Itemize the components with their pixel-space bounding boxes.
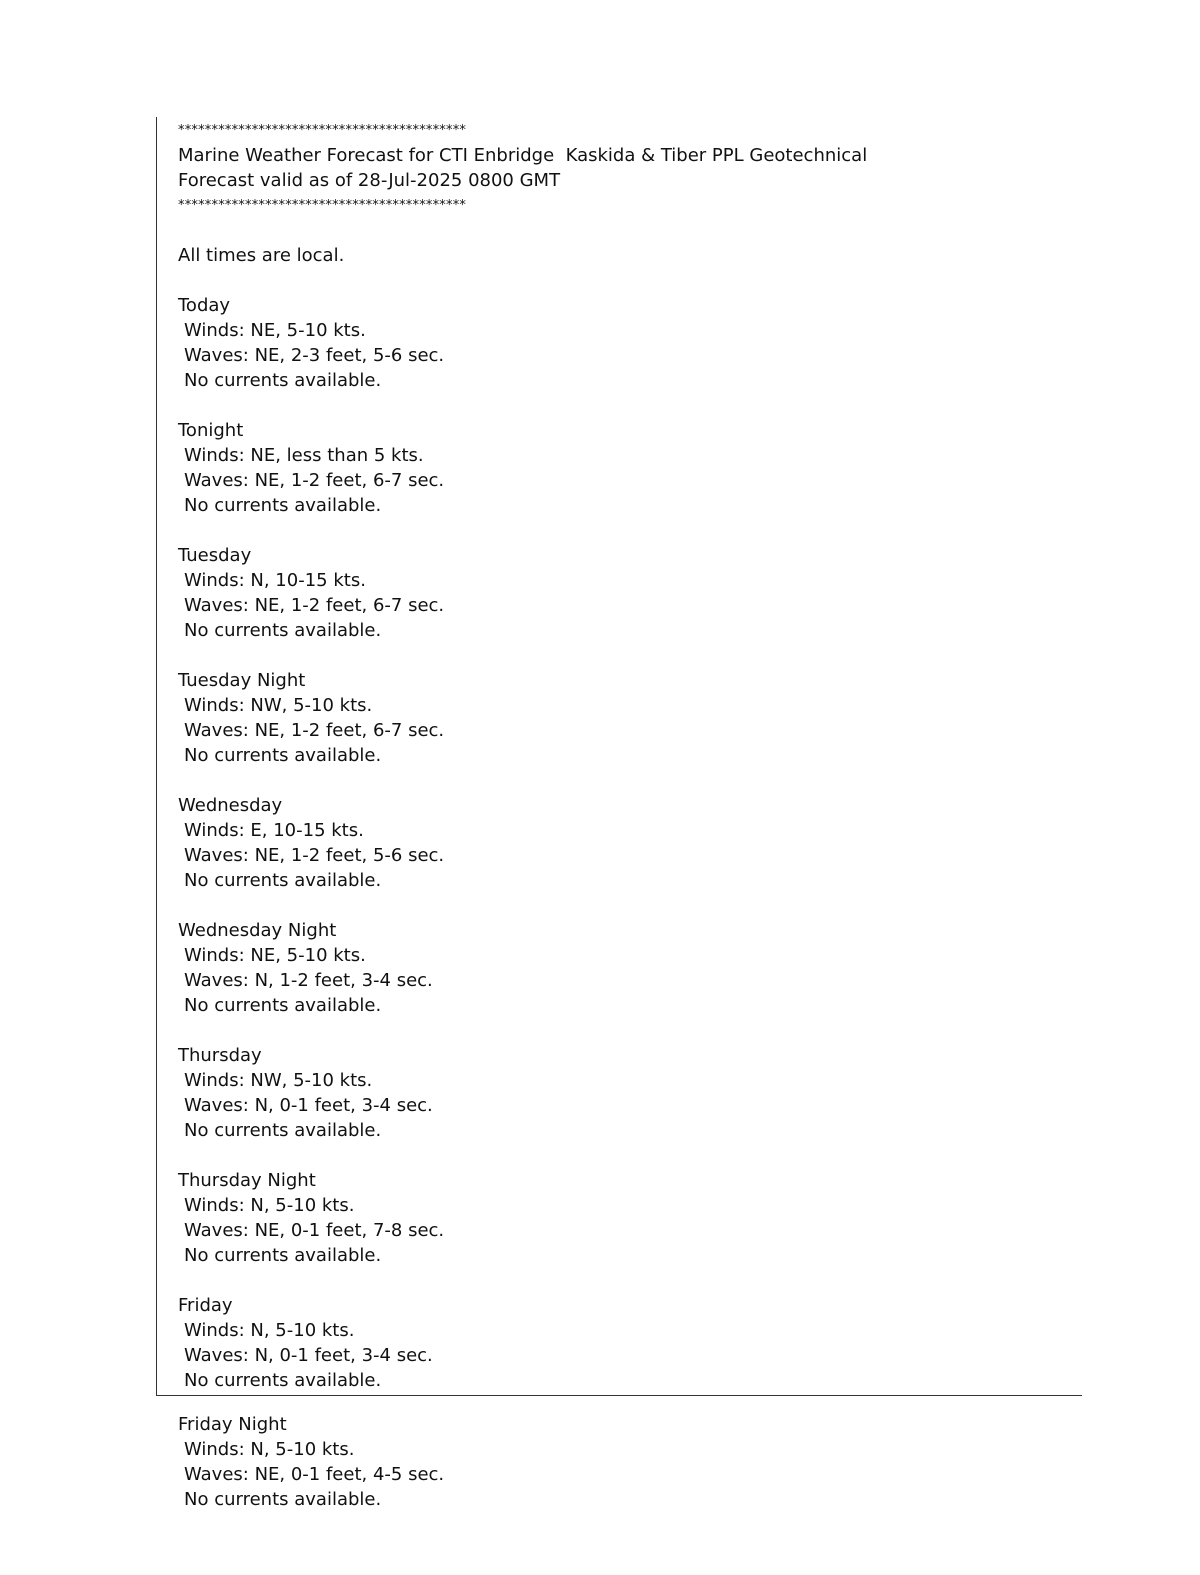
times-note: All times are local. <box>178 245 345 266</box>
forecast-period <box>178 293 1138 418</box>
period-winds: Winds: N, 10-15 kts. <box>184 570 366 591</box>
forecast-body-continued <box>178 1412 1138 1512</box>
period-currents: No currents available. <box>184 1245 382 1266</box>
period-name: Tonight <box>178 420 244 441</box>
period-currents: No currents available. <box>184 620 382 641</box>
period-currents: No currents available. <box>184 745 382 766</box>
period-currents: No currents available. <box>184 870 382 891</box>
forecast-period <box>178 1168 1138 1293</box>
forecast-period <box>178 1043 1138 1168</box>
period-name: Wednesday <box>178 795 283 816</box>
forecast-valid-time: Forecast valid as of 28-Jul-2025 0800 GMT <box>178 170 561 191</box>
period-name: Thursday Night <box>178 1170 316 1191</box>
forecast-body <box>178 118 1138 1393</box>
forecast-period <box>178 668 1138 793</box>
period-waves: Waves: NE, 0-1 feet, 4-5 sec. <box>184 1464 445 1485</box>
period-name: Tuesday Night <box>178 670 306 691</box>
period-waves: Waves: N, 1-2 feet, 3-4 sec. <box>184 970 433 991</box>
period-currents: No currents available. <box>184 1489 382 1510</box>
period-name: Friday Night <box>178 1414 287 1435</box>
period-name: Friday <box>178 1295 233 1316</box>
period-waves: Waves: N, 0-1 feet, 3-4 sec. <box>184 1095 433 1116</box>
period-waves: Waves: NE, 1-2 feet, 6-7 sec. <box>184 470 445 491</box>
forecast-period <box>178 1412 1138 1512</box>
period-waves: Waves: NE, 1-2 feet, 6-7 sec. <box>184 720 445 741</box>
bottom-border-rule <box>156 1395 1082 1396</box>
period-name: Tuesday <box>178 545 252 566</box>
period-name: Today <box>178 295 231 316</box>
period-winds: Winds: NE, 5-10 kts. <box>184 320 366 341</box>
period-currents: No currents available. <box>184 495 382 516</box>
period-currents: No currents available. <box>184 1120 382 1141</box>
left-border-rule <box>156 117 157 1396</box>
period-winds: Winds: N, 5-10 kts. <box>184 1439 355 1460</box>
forecast-period <box>178 918 1138 1043</box>
forecast-period <box>178 418 1138 543</box>
period-currents: No currents available. <box>184 370 382 391</box>
period-winds: Winds: N, 5-10 kts. <box>184 1195 355 1216</box>
forecast-period <box>178 1293 1138 1393</box>
period-winds: Winds: NE, 5-10 kts. <box>184 945 366 966</box>
period-currents: No currents available. <box>184 995 382 1016</box>
period-waves: Waves: N, 0-1 feet, 3-4 sec. <box>184 1345 433 1366</box>
period-winds: Winds: NW, 5-10 kts. <box>184 1070 373 1091</box>
period-winds: Winds: N, 5-10 kts. <box>184 1320 355 1341</box>
period-waves: Waves: NE, 1-2 feet, 5-6 sec. <box>184 845 445 866</box>
header-stars-bottom: ******************************************* <box>178 198 467 213</box>
header-stars-top: ******************************************* <box>178 123 467 138</box>
period-winds: Winds: NW, 5-10 kts. <box>184 695 373 716</box>
period-waves: Waves: NE, 0-1 feet, 7-8 sec. <box>184 1220 445 1241</box>
period-name: Wednesday Night <box>178 920 337 941</box>
period-winds: Winds: E, 10-15 kts. <box>184 820 364 841</box>
forecast-title: Marine Weather Forecast for CTI Enbridge Kaskida & Tiber PPL Geotechnical <box>178 145 868 166</box>
period-name: Thursday <box>178 1045 262 1066</box>
period-currents: No currents available. <box>184 1370 382 1391</box>
period-waves: Waves: NE, 1-2 feet, 6-7 sec. <box>184 595 445 616</box>
period-winds: Winds: NE, less than 5 kts. <box>184 445 424 466</box>
period-waves: Waves: NE, 2-3 feet, 5-6 sec. <box>184 345 445 366</box>
forecast-period <box>178 793 1138 918</box>
forecast-period <box>178 543 1138 668</box>
